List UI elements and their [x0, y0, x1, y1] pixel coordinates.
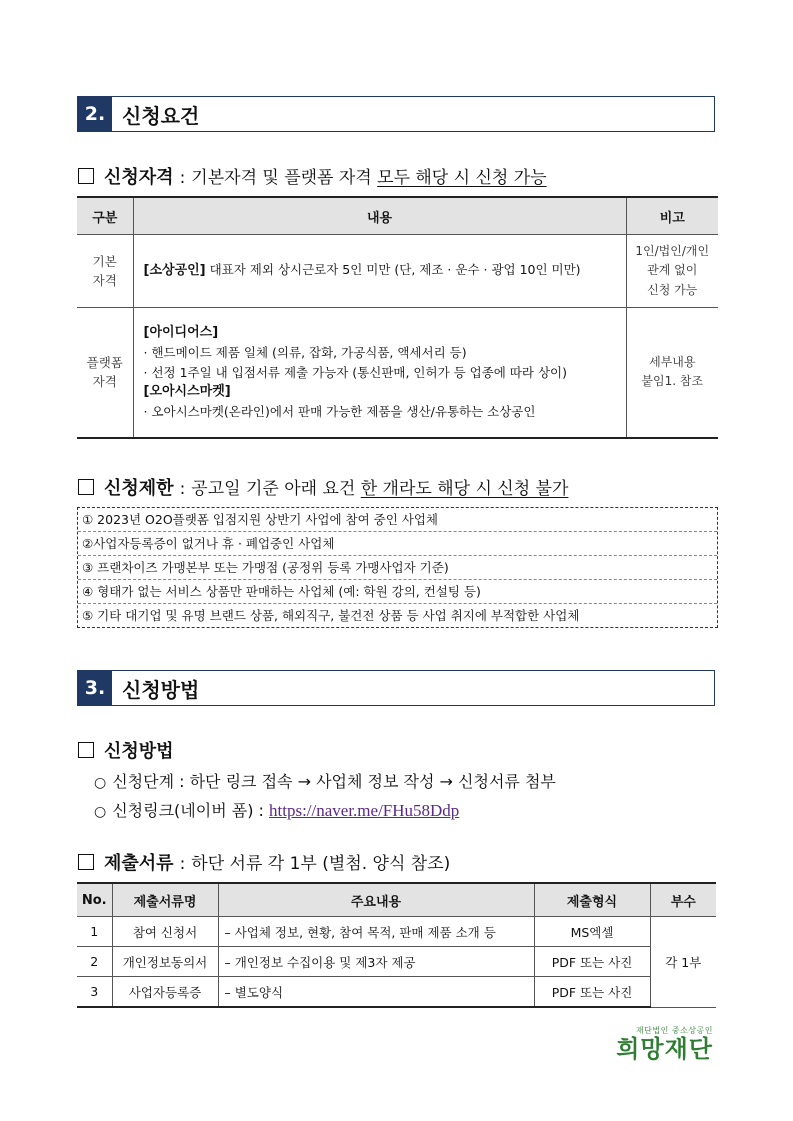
- doc-name: 개인정보동의서: [112, 947, 218, 977]
- table-row: [77, 917, 716, 947]
- logo-title: 희망재단: [616, 1035, 713, 1063]
- documents-desc: 하단 서류 각 1부 (별첨. 양식 참조): [191, 854, 451, 874]
- qualification-title: 신청자격: [104, 167, 174, 188]
- restriction-underline: 한 개라도 해당 시 신청 불가: [360, 479, 569, 499]
- method-step: [94, 769, 556, 792]
- header-main-content: 주요내용: [218, 883, 534, 917]
- requirement-table: [77, 196, 718, 439]
- doc-content: – 별도양식: [218, 977, 534, 1008]
- documents-sep: :: [179, 854, 186, 874]
- restriction-heading: [78, 474, 568, 500]
- checkbox-square-icon: [78, 854, 94, 870]
- doc-no: 3: [77, 977, 112, 1008]
- restriction-sep: :: [179, 479, 186, 499]
- section-2-number: 2.: [78, 97, 112, 131]
- header-copies: 부수: [650, 883, 716, 917]
- documents-heading: [78, 849, 450, 875]
- checkbox-square-icon: [78, 168, 94, 184]
- method-link-line: [94, 798, 459, 821]
- list-item: ④ 형태가 없는 서비스 상품만 판매하는 사업체 (예: 학원 강의, 컨설팅 등): [78, 580, 717, 604]
- logo-subtitle: 재단법인 중소상공인: [635, 1026, 713, 1035]
- basic-text: 대표자 제외 상시근로자 5인 미만 (단, 제조 · 운수 · 광업 10인 미만): [209, 262, 581, 278]
- doc-content: – 개인정보 수집이용 및 제3자 제공: [218, 947, 534, 977]
- doc-no: 2: [77, 947, 112, 977]
- restriction-list: [77, 507, 718, 628]
- method-step-text: 신청단계 : 하단 링크 접속 → 사업체 정보 작성 → 신청서류 첨부: [112, 772, 556, 791]
- header-category: 구분: [77, 197, 133, 235]
- basic-tag: [소상공인]: [143, 263, 206, 279]
- platform-category: 플랫폼 자격: [77, 308, 133, 438]
- header-content: 내용: [133, 197, 626, 235]
- documents-table: [77, 882, 716, 1008]
- doc-name: 사업자등록증: [112, 977, 218, 1008]
- basic-content: [133, 235, 626, 308]
- qualification-underline: 모두 해당 시 신청 가능: [377, 168, 547, 188]
- qualification-sep: :: [179, 168, 186, 188]
- documents-title: 제출서류: [104, 853, 174, 874]
- list-item: ⑤ 기타 대기업 및 유명 브랜드 상품, 해외직구, 불건전 상품 등 사업 취지에 부적합한 사업체: [82, 608, 580, 623]
- circle-bullet-icon: ○: [94, 804, 107, 820]
- platform-line-3: · 오아시스마켓(온라인)에서 판매 가능한 제품을 생산/유통하는 소상공인: [143, 404, 536, 420]
- list-item: ① 2023년 O2O플랫폼 입점지원 상반기 사업에 참여 중인 사업체: [78, 508, 717, 532]
- basic-category: 기본 자격: [77, 235, 133, 308]
- doc-content: – 사업체 정보, 현황, 참여 목적, 판매 제품 소개 등: [218, 917, 534, 947]
- table-row-basic: [77, 235, 718, 308]
- platform-tag-idus: [아이디어스]: [143, 325, 219, 341]
- platform-tag-oasis: [오아시스마켓]: [143, 383, 231, 399]
- platform-line-1: · 핸드메이드 제품 일체 (의류, 잡화, 가공식품, 액세서리 등): [143, 345, 467, 361]
- list-item: ②사업자등록증이 없거나 휴 · 폐업중인 사업체: [78, 532, 717, 556]
- documents-table-header: [77, 883, 716, 917]
- doc-format: MS엑셀: [534, 917, 650, 947]
- application-link[interactable]: https://naver.me/FHu58Ddp: [269, 801, 460, 820]
- section-3-header: [77, 670, 715, 706]
- foundation-logo: [616, 1025, 713, 1062]
- checkbox-square-icon: [78, 479, 94, 495]
- platform-content: [133, 308, 626, 438]
- circle-bullet-icon: ○: [94, 775, 107, 791]
- doc-copies: 각 1부: [650, 917, 716, 1008]
- method-title: 신청방법: [104, 741, 174, 762]
- doc-no: 1: [77, 917, 112, 947]
- restriction-title: 신청제한: [104, 478, 174, 499]
- header-note: 비고: [626, 197, 718, 235]
- doc-format: PDF 또는 사진: [534, 977, 650, 1008]
- section-2-title: 신청요건: [122, 103, 200, 128]
- restriction-desc: 공고일 기준 아래 요건: [191, 479, 356, 499]
- table-row: [77, 977, 716, 1008]
- basic-note: 1인/법인/개인 관계 없이 신청 가능: [626, 235, 718, 308]
- doc-name: 참여 신청서: [112, 917, 218, 947]
- header-doc-name: 제출서류명: [112, 883, 218, 917]
- platform-line-2: · 선정 1주일 내 입점서류 제출 가능자 (통신판매, 인허가 등 업종에 따라 상이): [143, 364, 568, 380]
- section-2-header: [77, 96, 715, 132]
- section-3-title: 신청방법: [122, 677, 200, 702]
- qualification-desc: 기본자격 및 플랫폼 자격: [191, 168, 372, 188]
- requirement-table-header: [77, 197, 718, 235]
- method-link-label: 신청링크(네이버 폼) :: [112, 801, 264, 820]
- method-heading: [78, 737, 174, 763]
- list-item: ③ 프랜차이즈 가맹본부 또는 가맹점 (공정위 등록 가맹사업자 기준): [78, 556, 717, 580]
- header-no: No.: [77, 883, 112, 917]
- table-row-platform: [77, 308, 718, 438]
- doc-format: PDF 또는 사진: [534, 947, 650, 977]
- platform-note: 세부내용 붙임1. 참조: [626, 308, 718, 438]
- checkbox-square-icon: [78, 742, 94, 758]
- section-3-number: 3.: [78, 671, 112, 705]
- table-row: [77, 947, 716, 977]
- header-format: 제출형식: [534, 883, 650, 917]
- qualification-heading: [78, 163, 547, 189]
